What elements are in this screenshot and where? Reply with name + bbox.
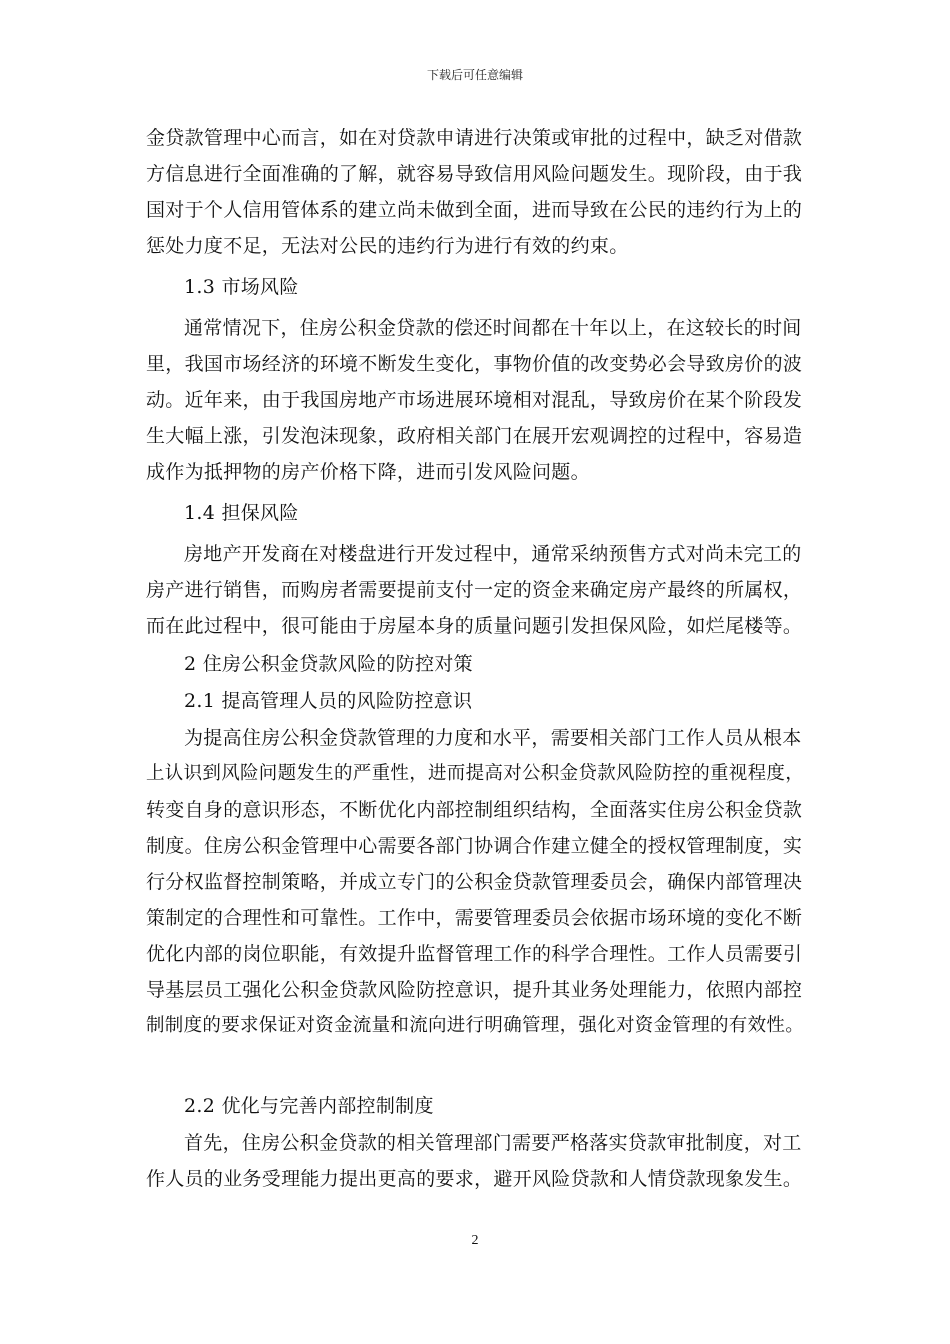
paragraph-line: 里，我国市场经济的环境不断发生变化，事物价值的改变势必会导致房价的波 <box>146 353 803 375</box>
paragraph-line: 导基层员工强化公积金贷款风险防控意识，提升其业务处理能力，依照内部控 <box>146 979 803 1001</box>
section-heading: 1.3 市场风险 <box>184 276 299 298</box>
paragraph-line: 国对于个人信用管体系的建立尚未做到全面，进而导致在公民的违约行为上的 <box>146 199 803 221</box>
paragraph-line: 成作为抵押物的房产价格下降，进而引发风险问题。 <box>146 461 590 483</box>
paragraph-line: 房地产开发商在对楼盘进行开发过程中，通常采纳预售方式对尚未完工的 <box>184 543 802 565</box>
paragraph-line: 作人员的业务受理能力提出更高的要求，避开风险贷款和人情贷款现象发生。 <box>146 1168 803 1190</box>
paragraph-line: 生大幅上涨，引发泡沫现象，政府相关部门在展开宏观调控的过程中，容易造 <box>146 425 803 447</box>
paragraph-line: 金贷款管理中心而言，如在对贷款申请进行决策或审批的过程中，缺乏对借款 <box>146 127 803 149</box>
paragraph-line: 动。近年来，由于我国房地产市场进展环境相对混乱，导致房价在某个阶段发 <box>146 389 803 411</box>
paragraph-line: 制度。住房公积金管理中心需要各部门协调合作建立健全的授权管理制度，实 <box>146 835 803 857</box>
paragraph-line: 为提高住房公积金贷款管理的力度和水平，需要相关部门工作人员从根本 <box>184 727 802 749</box>
section-heading: 2.1 提高管理人员的风险防控意识 <box>184 690 473 712</box>
section-heading: 2.2 优化与完善内部控制制度 <box>184 1095 434 1117</box>
page-number: 2 <box>471 1233 479 1248</box>
paragraph-line: 房产进行销售，而购房者需要提前支付一定的资金来确定房产最终的所属权， <box>146 579 803 601</box>
section-heading: 1.4 担保风险 <box>184 502 299 524</box>
paragraph-line: 优化内部的岗位职能，有效提升监督管理工作的科学合理性。工作人员需要引 <box>146 943 803 965</box>
paragraph-line: 方信息进行全面准确的了解，就容易导致信用风险问题发生。现阶段，由于我 <box>146 163 803 185</box>
page-header: 下载后可任意编辑 <box>426 68 523 82</box>
section-heading: 2 住房公积金贷款风险的防控对策 <box>184 653 473 675</box>
paragraph-line: 首先，住房公积金贷款的相关管理部门需要严格落实贷款审批制度，对工 <box>184 1132 802 1154</box>
paragraph-line: 通常情况下，住房公积金贷款的偿还时间都在十年以上，在这较长的时间 <box>184 317 802 339</box>
paragraph-line: 上认识到风险问题发生的严重性，进而提高对公积金贷款风险防控的重视程度， <box>146 763 805 784</box>
paragraph-line: 而在此过程中，很可能由于房屋本身的质量问题引发担保风险，如烂尾楼等。 <box>146 615 803 637</box>
paragraph-line: 转变自身的意识形态，不断优化内部控制组织结构，全面落实住房公积金贷款 <box>146 799 803 821</box>
paragraph-line: 策制定的合理性和可靠性。工作中，需要管理委员会依据市场环境的变化不断 <box>146 907 803 929</box>
paragraph-line: 制制度的要求保证对资金流量和流向进行明确管理，强化对资金管理的有效性。 <box>146 1015 805 1036</box>
paragraph-line: 惩处力度不足，无法对公民的违约行为进行有效的约束。 <box>146 235 629 257</box>
paragraph-line: 行分权监督控制策略，并成立专门的公积金贷款管理委员会，确保内部管理决 <box>146 871 803 893</box>
